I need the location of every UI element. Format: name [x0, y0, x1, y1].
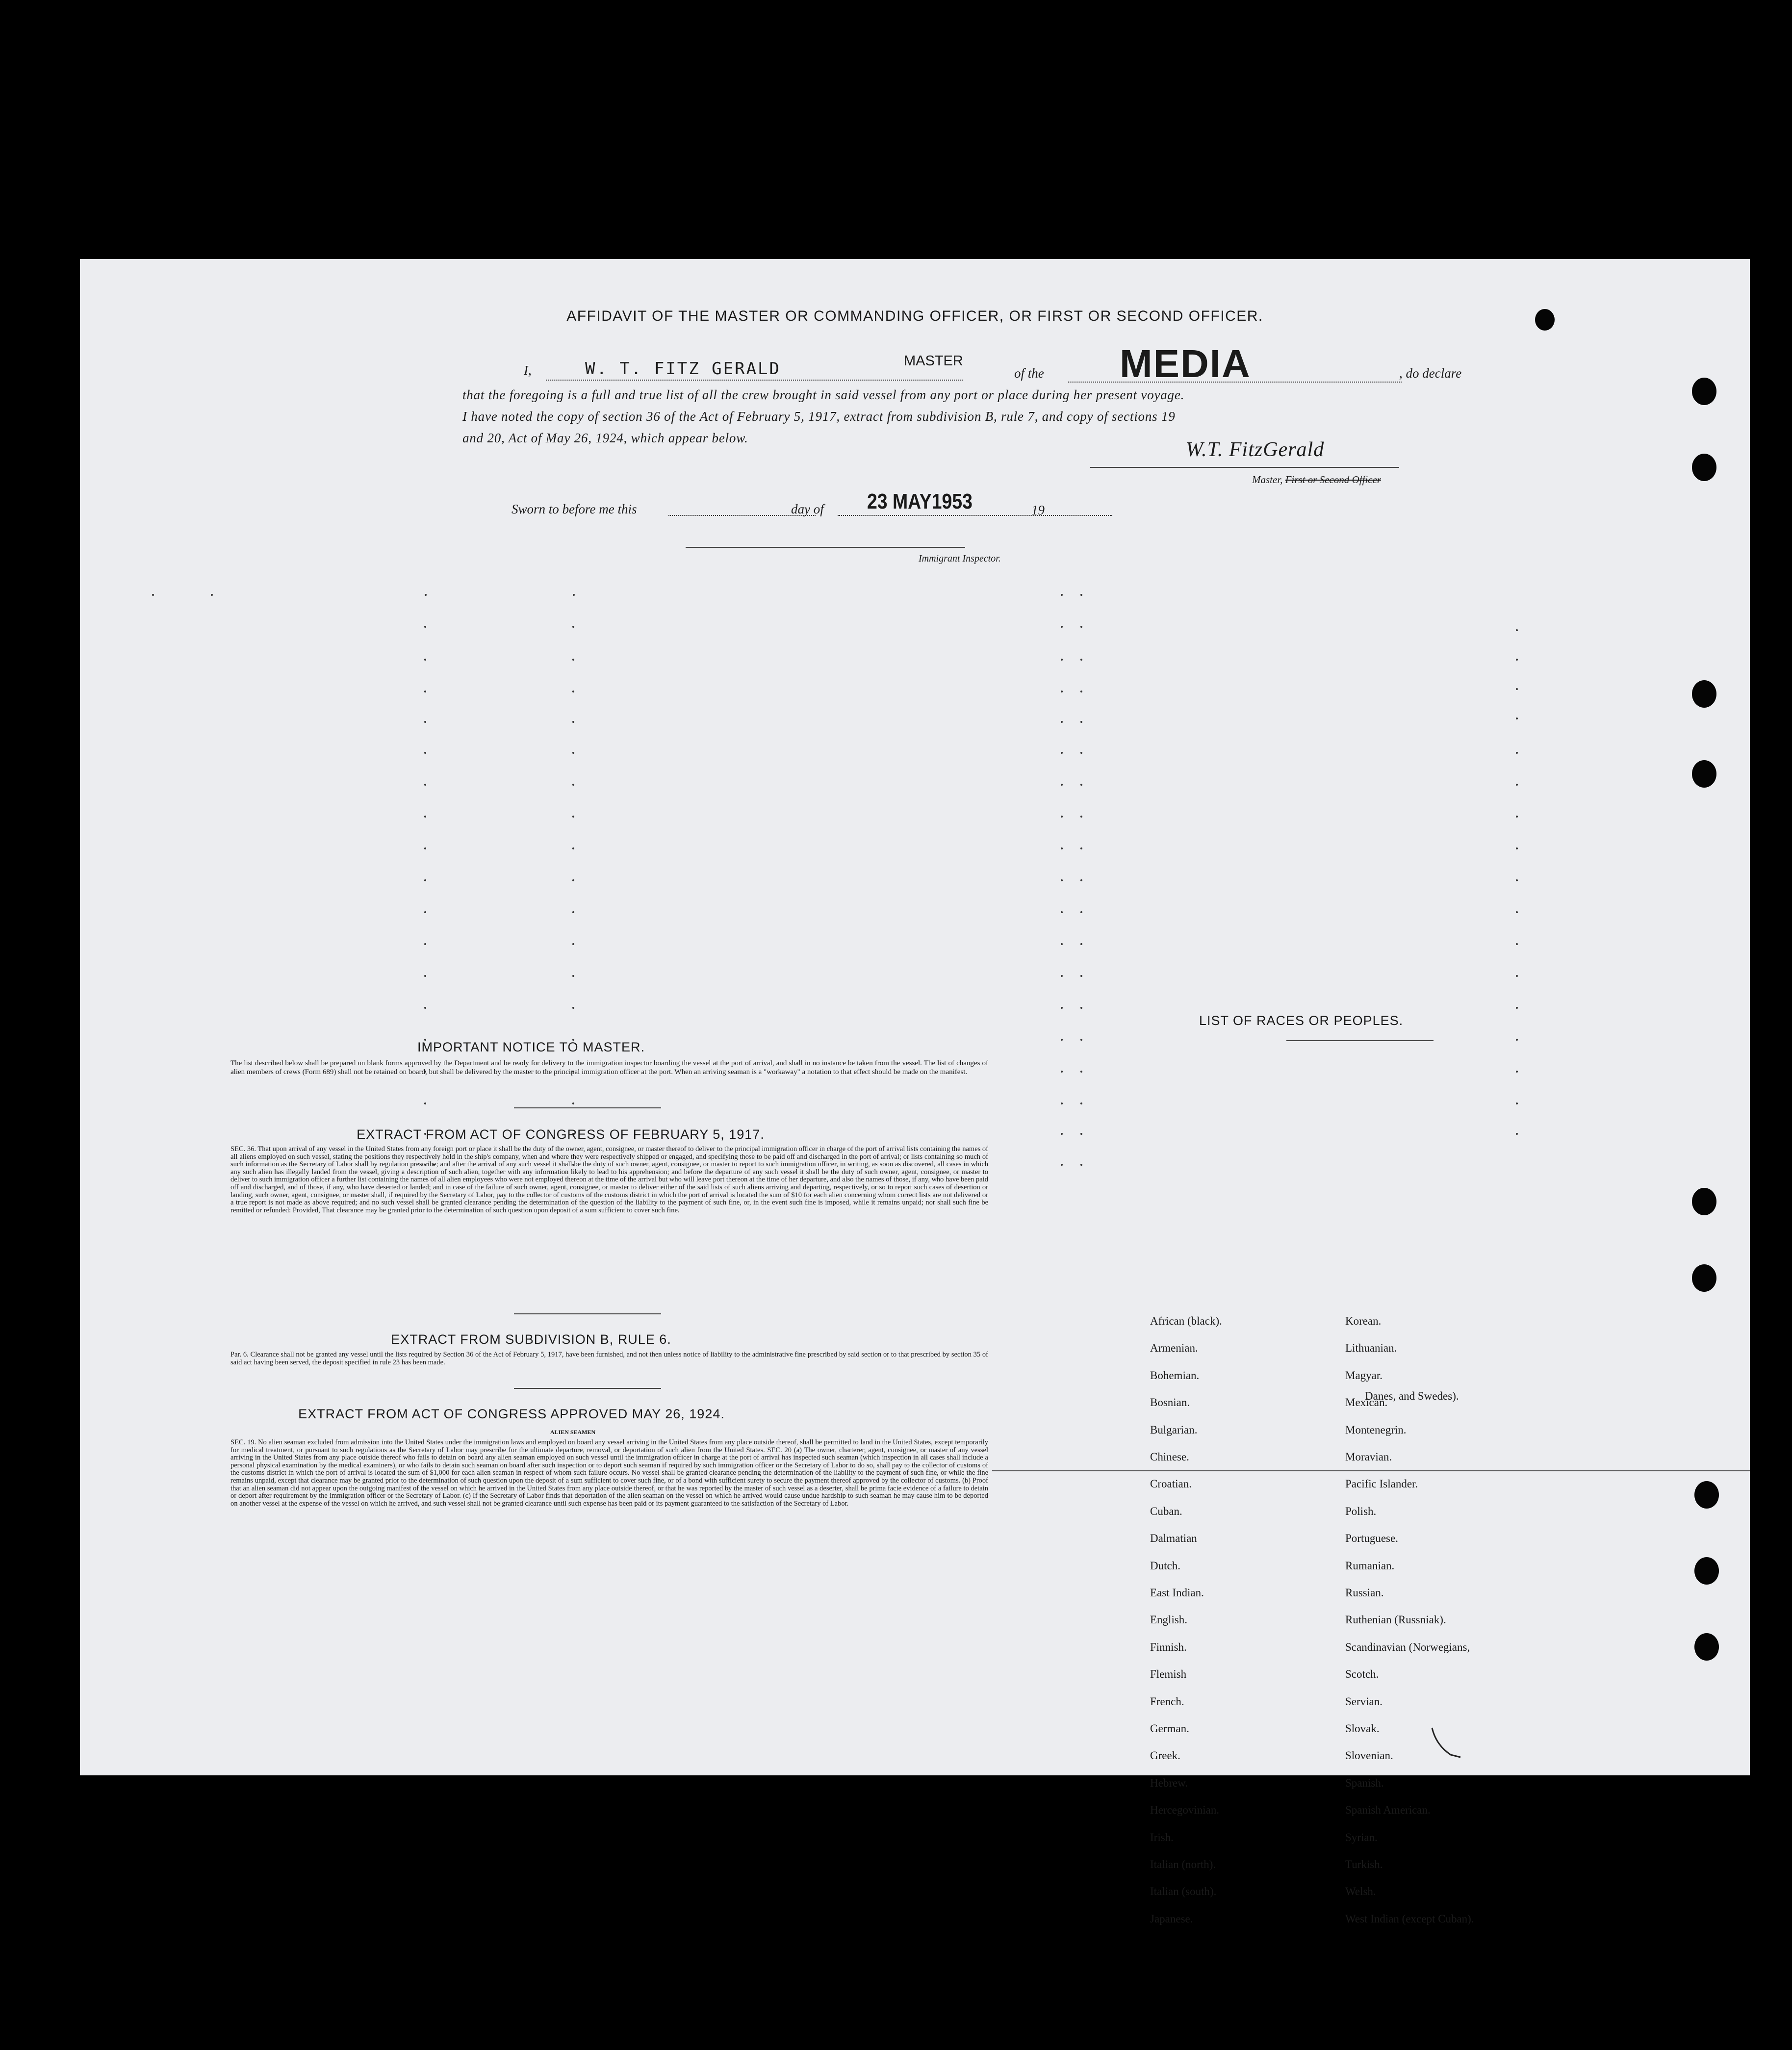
- punch-hole-5: [1692, 1188, 1716, 1215]
- notice-divider: [514, 1107, 661, 1108]
- race-left-item: English.: [1150, 1614, 1188, 1626]
- race-left-item: Croatian.: [1150, 1478, 1192, 1490]
- race-right-item: Ruthenian (Russniak).: [1345, 1614, 1446, 1626]
- race-right-item: Welsh.: [1345, 1885, 1376, 1898]
- punch-hole-8: [1694, 1557, 1719, 1585]
- signature-line: [1090, 467, 1399, 468]
- race-left-item: African (black).: [1150, 1315, 1222, 1327]
- race-left-item: Irish.: [1150, 1831, 1174, 1844]
- race-left-item: Japanese.: [1150, 1912, 1193, 1925]
- race-left-item: Bulgarian.: [1150, 1423, 1198, 1436]
- race-right-item: Spanish.: [1345, 1776, 1384, 1789]
- race-right-item: Spanish American.: [1345, 1804, 1431, 1817]
- race-right-item: Servian.: [1345, 1695, 1383, 1708]
- race-right-item: Pacific Islander.: [1345, 1478, 1418, 1490]
- declaration-line-4: and 20, Act of May 26, 1924, which appear below.: [462, 431, 748, 445]
- race-left-item: Hebrew.: [1150, 1776, 1188, 1789]
- race-right-item: Polish.: [1345, 1505, 1377, 1517]
- races-divider: [1286, 1040, 1434, 1041]
- act-1917-divider: [514, 1313, 661, 1314]
- race-left-item: Hercegovinian.: [1150, 1804, 1220, 1817]
- race-left-item: Flemish: [1150, 1668, 1187, 1681]
- race-left-item: French.: [1150, 1695, 1184, 1708]
- master-signature: W.T. FitzGerald: [1186, 438, 1325, 461]
- race-right-item: Korean.: [1345, 1315, 1382, 1327]
- race-right-item: Montenegrin.: [1345, 1423, 1407, 1436]
- year-prefix: 19: [1031, 503, 1045, 517]
- race-right-item: Rumanian.: [1345, 1559, 1395, 1572]
- race-left-item: Cuban.: [1150, 1505, 1182, 1517]
- race-right-item: Syrian.: [1345, 1831, 1378, 1844]
- race-left-item: Dutch.: [1150, 1559, 1180, 1572]
- punch-hole-7: [1694, 1481, 1719, 1509]
- declaration-line-3: I have noted the copy of section 36 of the Act of February 5, 1917, extract from subdivision B, rule 7, and copy of sections 19: [462, 409, 1176, 424]
- inspector-line: [686, 547, 965, 548]
- master-name: W. T. FITZ GERALD: [585, 359, 781, 379]
- race-left-item: German.: [1150, 1722, 1189, 1735]
- date-stamp: 23 MAY1953: [867, 489, 973, 513]
- act-1917-text: SEC. 36. That upon arrival of any vessel in the United States from any foreign port or place it shall be the duty of the owner, agent, consignee, or master thereof to deliver to the principal immigration officer in charge of the port of arrival lists containing the names of all aliens employed on such vessel, stating the positions they respectively hold in the ship's company, when and where they were respectively shipped or engaged, and specifying those to be paid off and discharged in the port of arrival; or lists containing so much of such information as the Secretary of Labor shall by regulation prescribe; and after the arrival of any such vessel it shall be the duty of such owner, agent, consignee, or master to report to such immigration officer, in writing, as soon as discovered, all cases in which any such alien has illegally landed from the vessel, giving a description of such alien, together with any information likely to lead to his apprehension; and before the departure of any such vessel it shall be the duty of such owner, agent, consignee, or master to deliver to such immigration officer a further list containing the names of all alien employees who were not employed thereon at the time of the arrival but who will leave port thereon at the time of her departure, and also the names of those, if any, who have been paid off and discharged, and of those, if any, who have deserted or landed; and in case of the failure of such owner, agent, consignee, or master to deliver either of the said lists of such aliens arriving and departing, respectively, or so to report such cases of desertion or landing, such owner, agent, consignee, or master shall, if required by the Secretary of Labor, pay to the collector of customs of the customs district in which the port of arrival is located the sum of $10 for each alien concerning whom correct lists are not delivered or a true report is not made as above required; and no such vessel shall be granted clearance pending the determination of the question of the liability to the payment of such fine, or, in the event such fine is imposed, while it remains unpaid; nor shall such fine be remitted or refunded: Provided, That clearance may be granted prior to the determination of such question upon deposit of a sum sufficient to cover such fine.: [230, 1145, 988, 1214]
- name-underline: [546, 380, 963, 381]
- races-heading: LIST OF RACES OR PEOPLES.: [1199, 1013, 1404, 1028]
- race-left-item: Dalmatian: [1150, 1532, 1197, 1545]
- punch-hole-top: [1535, 309, 1555, 331]
- signature-caption-master: Master,: [1252, 474, 1283, 486]
- race-right-item: Portuguese.: [1345, 1532, 1398, 1545]
- race-right-item: Slovenian.: [1345, 1749, 1393, 1762]
- race-right-item: Scotch.: [1345, 1668, 1379, 1681]
- rule-6-heading: EXTRACT FROM SUBDIVISION B, RULE 6.: [391, 1332, 671, 1347]
- race-left-item: Bosnian.: [1150, 1396, 1190, 1409]
- rule-6-text: Par. 6. Clearance shall not be granted any vessel until the lists required by Section 36 of the Act of February 5, 1917, have been furnished, and not then unless notice of liability to the administrative fine prescribed by said section or to that prescribed by section 35 of said act having been served, the deposit specified in rule 23 has been made.: [230, 1351, 988, 1366]
- affidavit-page: [80, 259, 1750, 1925]
- sworn-label: Sworn to before me this: [512, 502, 637, 516]
- race-right-item: Russian.: [1345, 1587, 1384, 1599]
- race-left-item: Greek.: [1150, 1749, 1180, 1762]
- act-1924-subheading: ALIEN SEAMEN: [550, 1429, 596, 1435]
- stray-mark: [1431, 1725, 1470, 1760]
- act-1924-text: SEC. 19. No alien seaman excluded from admission into the United States under the immigration laws and employed on board any vessel arriving in the United States from any place outside thereof, shall be permitted to land in the United States, except temporarily for medical treatment, or pursuant to such regulations as the Secretary of Labor may prescribe for the ultimate departure, removal, or deportation of such alien from the United States. SEC. 20 (a) The owner, charterer, agent, consignee, or master of any vessel arriving in the United States from any place outside thereof who fails to detain on board any alien seaman employed on such vessel until the immigration officer in charge at the port of arrival has inspected such seaman (which inspection in all cases shall include a personal physical examination by the medical examiners), or who fails to detain such seaman on board after such inspection or to deport such seaman if required by such immigration officer or the Secretary of Labor to do so, shall pay to the collector of customs of the customs district in which the port of arrival is located the sum of $1,000 for each alien seaman in respect of whom such failure occurs. No vessel shall be granted clearance pending the determination of the liability to the payment of such fine, or while the fine remains unpaid, except that clearance may be granted prior to the determination of such question upon the deposit of a sum sufficient to cover such fine, or of a bond with sufficient surety to secure the payment thereof approved by the collector of customs. (b) Proof that an alien seaman did not appear upon the outgoing manifest of the vessel on which he arrived in the United States from any place outside thereof, or that he was reported by the master of such vessel as a deserter, shall be prima facie evidence of a failure to detain or deport after requirement by the immigration officer or the Secretary of Labor. (c) If the Secretary of Labor finds that deportation of the alien seaman on the vessel on which he arrived would cause undue hardship to such seaman he may cause him to be deported on another vessel at the expense of the vessel on which he arrived, and such vessel shall not be granted clearance until such expense has been paid or its payment guaranteed to the satisfaction of the Secretary of Labor.: [230, 1438, 988, 1508]
- race-right-item: Turkish.: [1345, 1858, 1383, 1871]
- race-right-item: Magyar.: [1345, 1369, 1383, 1382]
- declaration-line-2: that the foregoing is a full and true list of all the crew brought in said vessel from any port or place during her present voyage.: [462, 387, 1185, 402]
- rank-label: MASTER: [904, 353, 963, 369]
- race-left-item: Bohemian.: [1150, 1369, 1200, 1382]
- rule-6-divider: [514, 1388, 661, 1389]
- race-right-item: Moravian.: [1345, 1451, 1392, 1463]
- act-1917-heading: EXTRACT FROM ACT OF CONGRESS OF FEBRUARY 5, 1917.: [357, 1127, 765, 1142]
- race-right-item: West Indian (except Cuban).: [1345, 1912, 1474, 1925]
- vessel-name: MEDIA: [1120, 342, 1251, 385]
- race-left-item: Armenian.: [1150, 1342, 1198, 1355]
- of-the-label: of the: [1014, 366, 1044, 381]
- sworn-month-underline: [838, 515, 1112, 516]
- punch-hole-2: [1692, 454, 1716, 481]
- race-right-item: Slovak.: [1345, 1722, 1380, 1735]
- race-left-item: Finnish.: [1150, 1640, 1187, 1653]
- punch-hole-9: [1694, 1633, 1719, 1661]
- declaration-prefix: I,: [524, 363, 532, 378]
- signature-caption-struck: First or Second Officer: [1285, 474, 1382, 486]
- race-left-item: Italian (north).: [1150, 1858, 1216, 1871]
- german-row-rule: [992, 1470, 1750, 1471]
- race-right-item: Scandinavian (Norwegians,: [1345, 1640, 1470, 1653]
- race-right-item: Mexican.: [1345, 1396, 1388, 1409]
- do-declare-label: , do declare: [1399, 366, 1462, 381]
- notice-text: The list described below shall be prepared on blank forms approved by the Department and be ready for delivery to the immigration inspector boarding the vessel at the port of arrival, and shall in no instance be taken from the vessel. The list of changes of alien members of crews (Form 689) shall not be retained on board, but shall be delivered by the master to the principal immigration officer at the port. When an arriving seaman is a "workaway" a notation to that effect should be made on the manifest.: [230, 1059, 988, 1076]
- punch-hole-1: [1692, 378, 1716, 405]
- race-right-item: Lithuanian.: [1345, 1342, 1397, 1355]
- race-left-item: East Indian.: [1150, 1587, 1204, 1599]
- signature-caption: [1252, 474, 1381, 486]
- inspector-caption: Immigrant Inspector.: [919, 553, 1001, 564]
- notice-heading: IMPORTANT NOTICE TO MASTER.: [417, 1040, 645, 1054]
- race-right-extra: Danes, and Swedes).: [1365, 1390, 1459, 1402]
- race-left-item: Chinese.: [1150, 1451, 1189, 1463]
- affidavit-title: AFFIDAVIT OF THE MASTER OR COMMANDING OFFICER, OR FIRST OR SECOND OFFICER.: [566, 308, 1263, 324]
- day-of-label: day of: [791, 502, 824, 516]
- punch-hole-4: [1692, 760, 1716, 788]
- race-left-item: Italian (south).: [1150, 1885, 1217, 1898]
- punch-hole-6: [1692, 1264, 1716, 1292]
- punch-hole-3: [1692, 680, 1716, 708]
- act-1924-heading: EXTRACT FROM ACT OF CONGRESS APPROVED MAY 26, 1924.: [298, 1407, 725, 1421]
